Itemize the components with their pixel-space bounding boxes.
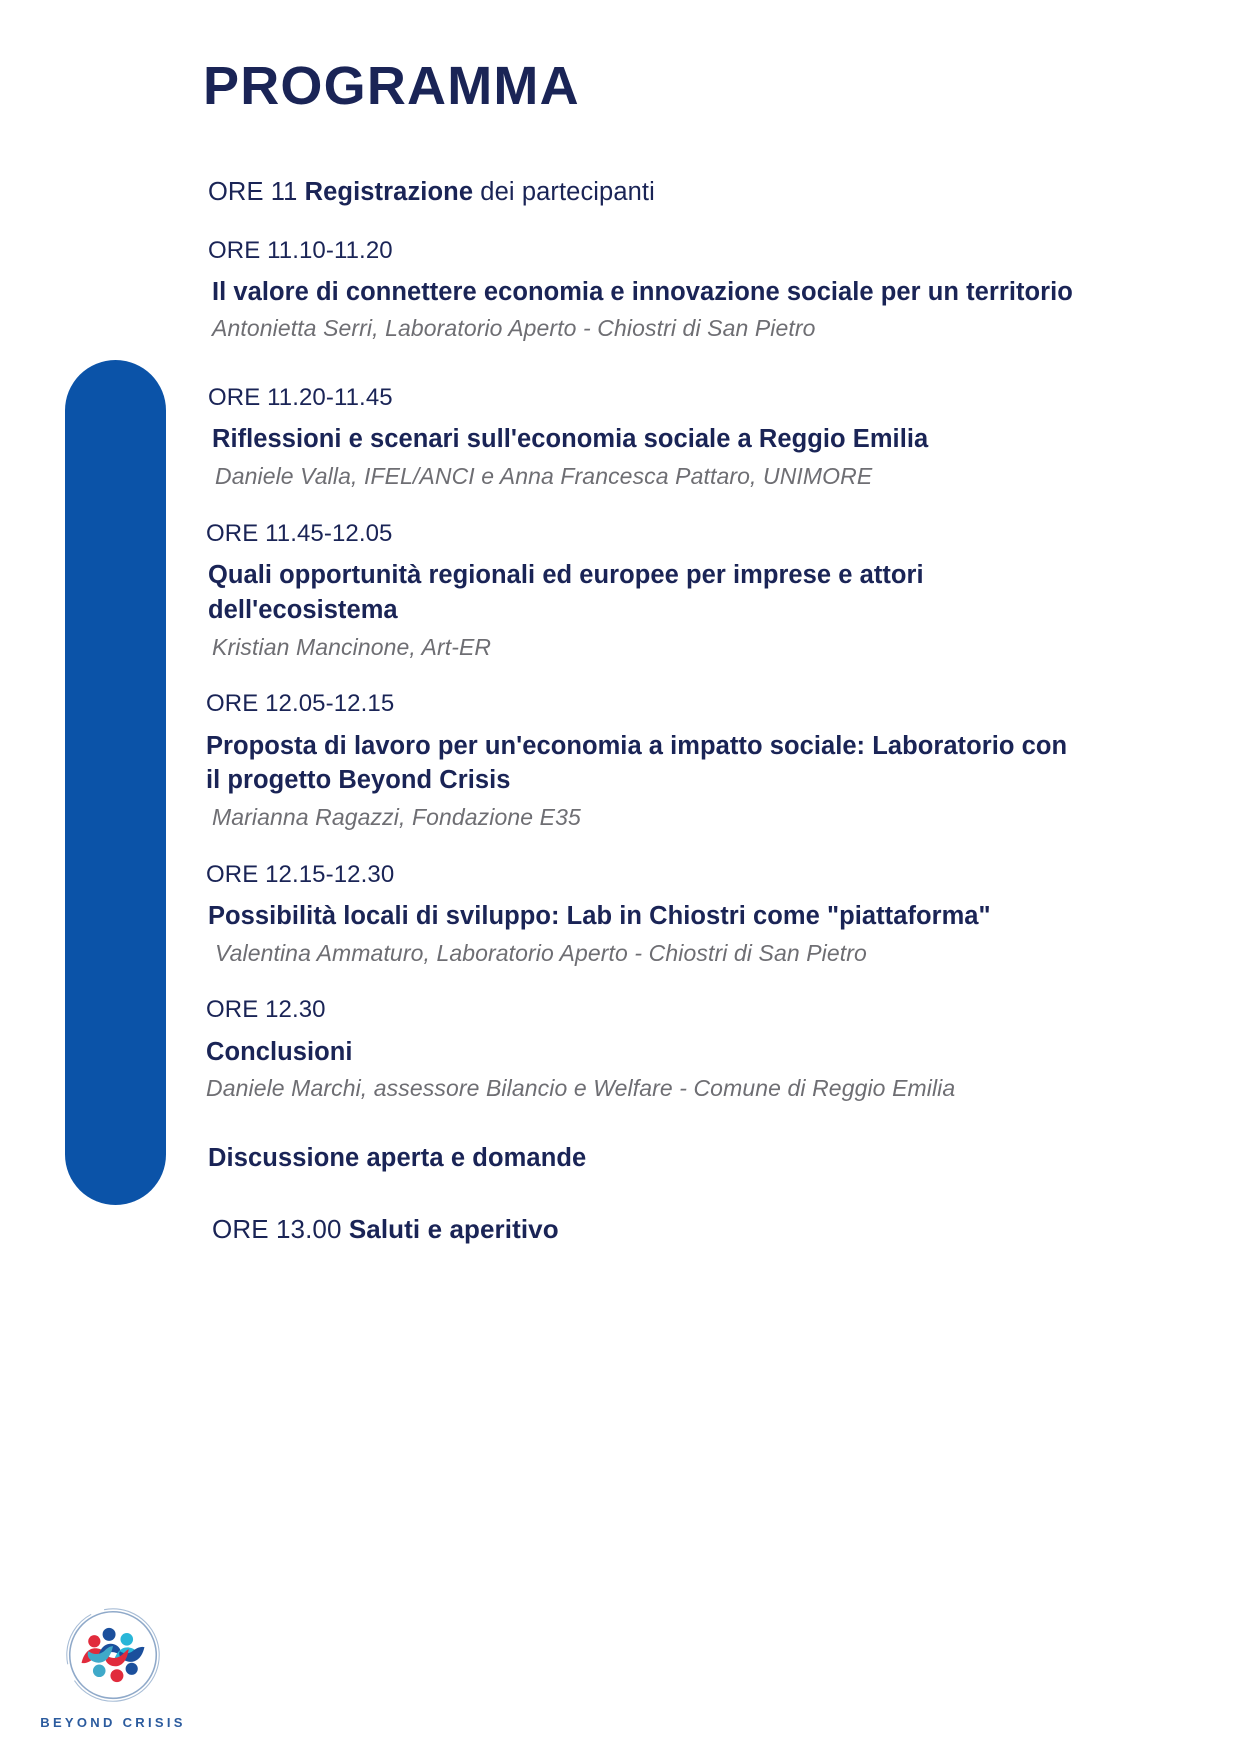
- beyond-crisis-emblem-icon: [54, 1601, 172, 1713]
- spacer: [206, 662, 1086, 688]
- spacer: [206, 968, 1086, 994]
- entry-speaker: Daniele Marchi, assessore Bilancio e Welfare - Comune di Reggio Emilia: [206, 1075, 956, 1102]
- closing-label: Saluti e aperitivo: [348, 1214, 559, 1245]
- spacer: [206, 492, 1086, 518]
- spacer: [206, 1104, 1086, 1142]
- entry-time: ORE 12.05-12.15: [206, 690, 395, 718]
- entry-time: ORE 11.10-11.20: [208, 236, 393, 264]
- program-entry: [206, 518, 1086, 662]
- entry-title: Il valore di connettere economia e innovazione sociale per un territorio: [212, 277, 1073, 306]
- entry-title: Possibilità locali di sviluppo: Lab in Chiostri come "piattaforma": [208, 901, 991, 930]
- entry-speaker: Marianna Ragazzi, Fondazione E35: [212, 803, 581, 830]
- program-entry: [206, 688, 1086, 832]
- program-entry: [206, 235, 1086, 345]
- entry-title: Proposta di lavoro per un'economia a impatto sociale: Laboratorio con il progetto Beyond Crisis: [206, 731, 1068, 795]
- registration-label: Registrazione: [304, 178, 474, 206]
- program-entry: [206, 994, 1086, 1104]
- beyond-crisis-logo: [28, 1601, 198, 1730]
- spacer: [206, 344, 1086, 382]
- program-entry: [206, 382, 1086, 492]
- entry-speaker: Valentina Ammaturo, Laboratorio Aperto - Chiostri di San Pietro: [215, 939, 867, 966]
- decorative-accent-bar: [65, 360, 166, 1205]
- page-title: PROGRAMMA: [203, 56, 580, 116]
- closing-line: [212, 1213, 1086, 1247]
- closing-time: ORE 13.00: [212, 1214, 349, 1245]
- entry-title: Quali opportunità regionali ed europee per imprese e attori dell'ecosistema: [208, 561, 924, 624]
- entry-speaker: Antonietta Serri, Laboratorio Aperto - Chiostri di San Pietro: [212, 315, 816, 342]
- spacer: [206, 1175, 1086, 1213]
- entry-time: ORE 11.45-12.05: [206, 519, 393, 547]
- entry-title: Riflessioni e scenari sull'economia sociale a Reggio Emilia: [212, 425, 929, 454]
- program-entry: [206, 859, 1086, 969]
- spacer: [206, 833, 1086, 859]
- program-schedule: [206, 176, 1086, 1247]
- logo-wordmark: BEYOND CRISIS: [40, 1715, 186, 1730]
- entry-time: ORE 11.20-11.45: [208, 384, 393, 412]
- registration-line: [208, 176, 1086, 209]
- entry-time: ORE 12.30: [206, 996, 326, 1024]
- entry-speaker: Daniele Valla, IFEL/ANCI e Anna Francesca Pattaro, UNIMORE: [215, 463, 873, 490]
- entry-speaker: Kristian Mancinone, Art-ER: [212, 633, 492, 660]
- registration-time: ORE 11: [208, 178, 305, 206]
- entry-time: ORE 12.15-12.30: [206, 860, 395, 888]
- registration-rest: dei partecipanti: [473, 178, 655, 206]
- entry-title: Conclusioni: [206, 1037, 353, 1066]
- discussion-line: Discussione aperta e domande: [208, 1144, 587, 1172]
